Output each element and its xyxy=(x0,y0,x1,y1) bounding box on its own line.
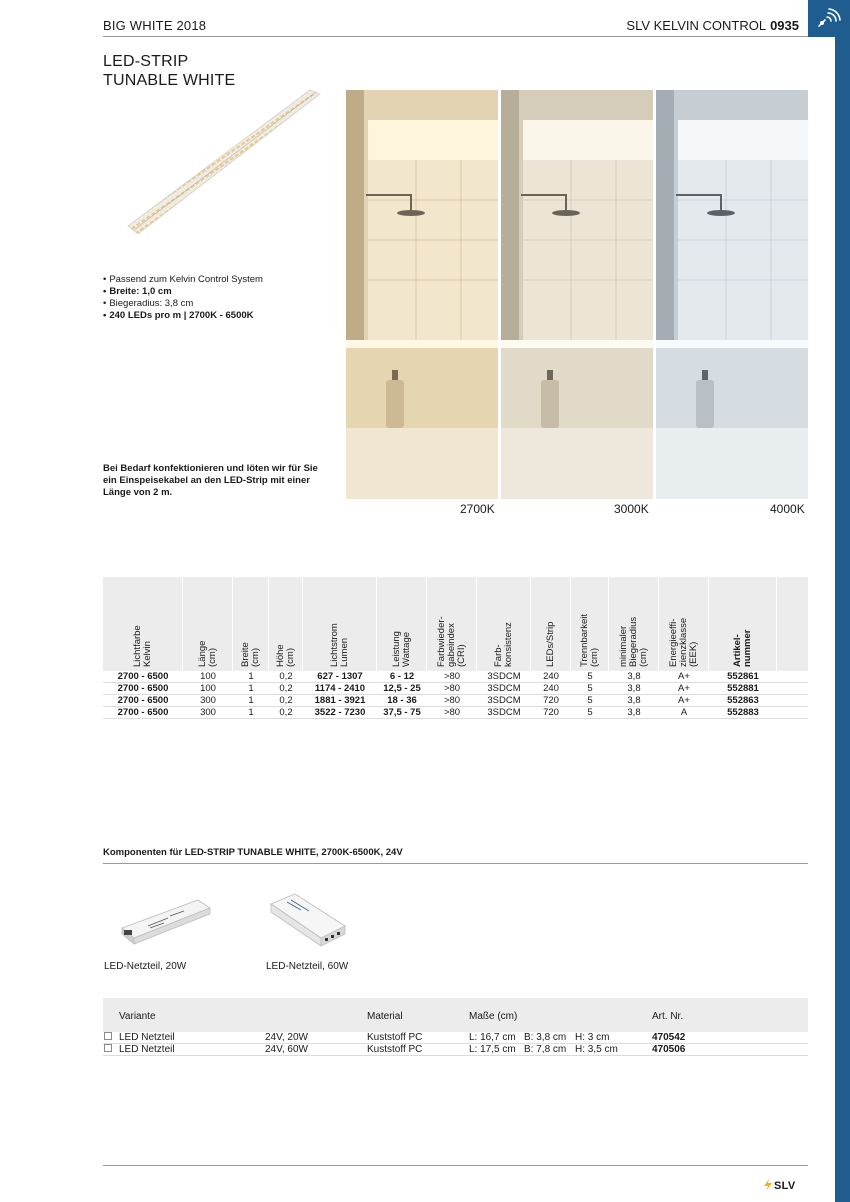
photo-3000k xyxy=(501,90,653,499)
brand-logo xyxy=(762,1179,795,1192)
spec-table xyxy=(103,577,808,719)
col-lumen xyxy=(303,577,377,671)
cell: 240 xyxy=(543,683,559,694)
photo-4000k xyxy=(656,90,808,499)
feature-item: • Breite: 1,0 cm xyxy=(103,286,263,298)
variant-material: Kuststoff PC xyxy=(367,1032,423,1043)
variant-spec: 24V, 60W xyxy=(265,1044,308,1055)
feature-item: • 240 LEDs pro m | 2700K - 6500K xyxy=(103,310,263,322)
cell: 720 xyxy=(543,695,559,706)
feature-list xyxy=(103,274,263,322)
cell: 552861 xyxy=(727,671,759,682)
variant-name: LED Netzteil xyxy=(119,1032,175,1043)
variant-material: Kuststoff PC xyxy=(367,1044,423,1055)
col-kelvin xyxy=(103,577,183,671)
header-article: Art. Nr. xyxy=(652,1011,684,1022)
cell: >80 xyxy=(443,671,461,682)
cell: 552881 xyxy=(727,683,759,694)
page-header xyxy=(103,15,808,37)
variant-width: B: 3,8 cm xyxy=(524,1032,567,1043)
col-header: Energieeffi- zienzklasse (EEK) xyxy=(667,617,699,667)
product-title xyxy=(103,52,235,90)
cell: 100 xyxy=(200,671,216,682)
cell: 3522 - 7230 xyxy=(314,707,366,718)
cell: 627 - 1307 xyxy=(317,671,363,682)
col-length xyxy=(183,577,233,671)
cell: 1174 - 2410 xyxy=(314,683,366,694)
cell: 5 xyxy=(587,695,593,706)
table-row xyxy=(103,671,808,683)
cell: 2700 - 6500 xyxy=(117,671,169,682)
kelvin-control-icon xyxy=(816,6,842,30)
cell: 1881 - 3921 xyxy=(314,695,366,706)
cell: 5 xyxy=(587,707,593,718)
footer-divider xyxy=(103,1165,808,1166)
components-title: Komponenten für LED-STRIP TUNABLE WHITE, 2700K-6500K, 24V xyxy=(103,847,808,864)
cell: 37,5 - 75 xyxy=(383,707,421,718)
cell: 240 xyxy=(543,671,559,682)
col-header: Höhe (cm) xyxy=(274,644,296,667)
cell: 3SDCM xyxy=(487,695,521,706)
component-label-20w: LED-Netzteil, 20W xyxy=(104,961,187,972)
col-energy-class xyxy=(659,577,709,671)
variant-height: H: 3,5 cm xyxy=(575,1044,618,1055)
photo-2700k xyxy=(346,90,498,499)
cell: 12,5 - 25 xyxy=(383,683,421,694)
catalog-name: BIG WHITE 2018 xyxy=(103,18,207,33)
variant-name: LED Netzteil xyxy=(119,1044,175,1055)
cell: 2700 - 6500 xyxy=(117,695,169,706)
col-article xyxy=(709,577,777,671)
variant-table xyxy=(103,998,808,1056)
variant-width: B: 7,8 cm xyxy=(524,1044,567,1055)
cell: 5 xyxy=(587,671,593,682)
col-leds xyxy=(531,577,571,671)
cell: 3SDCM xyxy=(487,707,521,718)
cell: 3,8 xyxy=(627,683,641,694)
cell: A+ xyxy=(678,671,690,682)
col-header: Breite (cm) xyxy=(239,642,261,667)
cell: A+ xyxy=(678,683,690,694)
table-row[interactable] xyxy=(103,1044,808,1056)
cell: 0,2 xyxy=(279,683,293,694)
cell: A+ xyxy=(678,695,690,706)
power-supply-20w-image xyxy=(118,888,213,948)
table-row[interactable] xyxy=(103,1032,808,1044)
cell: 720 xyxy=(543,707,559,718)
variant-length: L: 17,5 cm xyxy=(469,1044,516,1055)
variant-article: 470506 xyxy=(652,1044,686,1055)
label-2700k: 2700K xyxy=(460,502,495,516)
cell: 5 xyxy=(587,683,593,694)
row-checkbox[interactable] xyxy=(104,1044,112,1052)
component-label-60w: LED-Netzteil, 60W xyxy=(266,961,349,972)
spec-table-header xyxy=(103,577,808,671)
col-empty xyxy=(777,577,808,671)
power-supply-60w-image xyxy=(265,888,350,950)
header-dims: Maße (cm) xyxy=(469,1011,518,1022)
col-header: minimaler Biegeradius (cm) xyxy=(617,616,649,667)
col-header: LEDs/Strip xyxy=(544,621,556,667)
cell: 552863 xyxy=(727,695,759,706)
table-row xyxy=(103,695,808,707)
cell: 1 xyxy=(248,671,254,682)
label-3000k: 3000K xyxy=(614,502,649,516)
header-material: Material xyxy=(367,1011,403,1022)
side-color-bar xyxy=(835,0,850,1202)
cell: 6 - 12 xyxy=(389,671,415,682)
variant-spec: 24V, 20W xyxy=(265,1032,308,1043)
cell: 18 - 36 xyxy=(387,695,417,706)
header-variant: Variante xyxy=(119,1011,156,1022)
col-header: Artikel- nummer xyxy=(731,629,753,667)
col-bend-radius xyxy=(609,577,659,671)
cell: 2700 - 6500 xyxy=(117,683,169,694)
cell: 1 xyxy=(248,683,254,694)
assembly-note: Bei Bedarf konfektionieren und löten wir für Sie ein Einspeisekabel an den LED-Strip mit einer Länge von 2 m. xyxy=(103,463,318,498)
cell: 3SDCM xyxy=(487,683,521,694)
title-line-2: TUNABLE WHITE xyxy=(103,72,236,89)
label-4000k: 4000K xyxy=(770,502,805,516)
feature-item: • Passend zum Kelvin Control System xyxy=(103,274,263,286)
cell: >80 xyxy=(443,707,461,718)
col-height xyxy=(269,577,303,671)
cell: 1 xyxy=(248,707,254,718)
cell: 2700 - 6500 xyxy=(117,707,169,718)
page-number: 0935 xyxy=(770,18,799,33)
cell: >80 xyxy=(443,695,461,706)
variant-height: H: 3 cm xyxy=(575,1032,610,1043)
col-header: Lichtfarbe Kelvin xyxy=(131,625,153,667)
col-header: Lichtstrom Lumen xyxy=(328,623,350,667)
col-header: Farb- konsistenz xyxy=(492,622,514,667)
color-temperature-photos xyxy=(346,90,808,499)
cell: 300 xyxy=(200,695,216,706)
cell: 3SDCM xyxy=(487,671,521,682)
slv-spark-icon xyxy=(762,1179,774,1191)
col-width xyxy=(233,577,269,671)
col-header: Länge (cm) xyxy=(196,640,218,667)
cell: 552883 xyxy=(727,707,759,718)
cell: 0,2 xyxy=(279,671,293,682)
cell: 0,2 xyxy=(279,707,293,718)
cell: 3,8 xyxy=(627,695,641,706)
chapter-name xyxy=(626,18,799,33)
col-header: Leistung Wattage xyxy=(390,631,412,667)
table-row xyxy=(103,683,808,695)
col-header: Farbwieder- gabeindex (CRI) xyxy=(435,616,467,667)
table-row xyxy=(103,707,808,719)
cell: 1 xyxy=(248,695,254,706)
col-wattage xyxy=(377,577,427,671)
cell: 3,8 xyxy=(627,671,641,682)
col-consistency xyxy=(477,577,531,671)
title-line-1: LED-STRIP xyxy=(103,53,189,70)
variant-table-header xyxy=(103,998,808,1032)
cell: 300 xyxy=(200,707,216,718)
chapter-tab xyxy=(808,0,850,37)
cell: A xyxy=(680,707,688,718)
col-separability xyxy=(571,577,609,671)
col-header: Trennbarkeit (cm) xyxy=(578,614,600,667)
variant-length: L: 16,7 cm xyxy=(469,1032,516,1043)
led-strip-image xyxy=(120,88,330,238)
variant-article: 470542 xyxy=(652,1032,686,1043)
cell: >80 xyxy=(443,683,461,694)
col-cri xyxy=(427,577,477,671)
logo-text: SLV xyxy=(774,1180,796,1192)
cell: 3,8 xyxy=(627,707,641,718)
feature-item: • Biegeradius: 3,8 cm xyxy=(103,298,263,310)
row-checkbox[interactable] xyxy=(104,1032,112,1040)
chapter-title: SLV KELVIN CONTROL xyxy=(626,18,767,33)
cell: 0,2 xyxy=(279,695,293,706)
cell: 100 xyxy=(200,683,216,694)
